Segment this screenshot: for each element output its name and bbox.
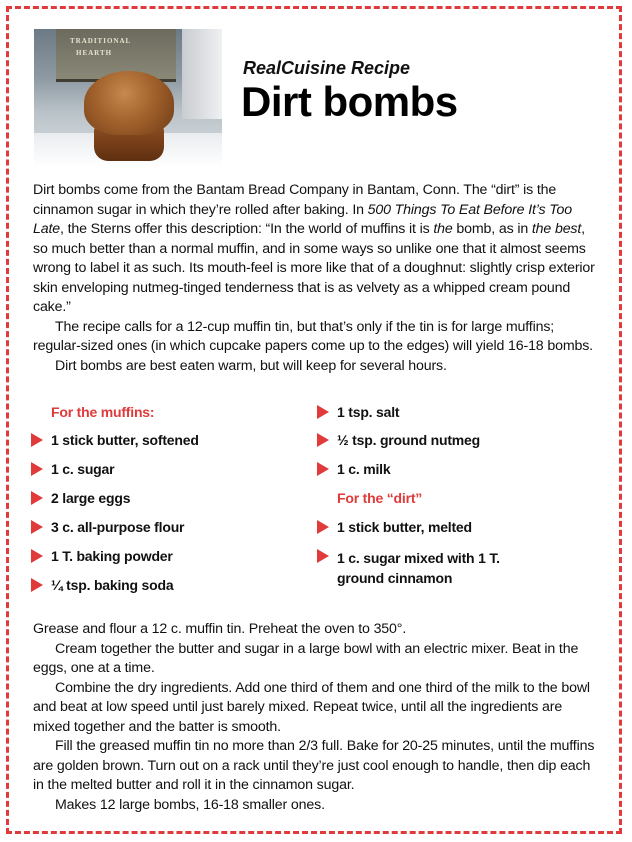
bullet-arrow-icon [317,520,329,534]
bullet-arrow-icon [31,491,43,505]
ingredient-item: 3 c. all-purpose flour [51,519,185,535]
bullet-arrow-icon [317,462,329,476]
ingredient-item: 1 stick butter, softened [51,432,199,448]
bullet-arrow-icon [31,549,43,563]
ingredient-item: 2 large eggs [51,490,131,506]
intro-text-part: bomb, as in [452,221,532,237]
recipe-kicker: RealCuisine Recipe [243,58,411,78]
muffin-photo [34,29,222,167]
intro-text-part: , the Sterns offer this description: “In the world of muffins it is [60,221,434,237]
ingredient-item: ½ tsp. ground nutmeg [337,432,480,448]
method-step: Combine the dry ingredients. Add one third of them and one third of the milk to the bowl and beat at low speed until just barely mixed. Repeat twice, until all the ingredients are mixed together and the batter is smooth. [33,679,590,735]
ingredient-item: 1 c. sugar [51,461,115,477]
intro-text-part: Dirt bombs come from the Bantam Bread Company in Bantam, Conn. The “dirt” is the cinnamon sugar in which they’re rolled after baking. In [33,182,557,218]
recipe-title: Dirt bombs [241,78,458,125]
bullet-arrow-icon [31,433,43,447]
intro-paragraph-1 [33,181,601,318]
emphasis: the [433,221,453,237]
method-step: Cream together the butter and sugar in a large bowl with an electric mixer. Beat in the eggs, one at a time. [33,640,579,676]
bullet-arrow-icon [317,433,329,447]
book-title: 500 Things To Eat Before It’s Too Late [33,201,572,237]
bullet-arrow-icon [31,520,43,534]
yield-note: Makes 12 large bombs, 16-18 smaller ones. [55,796,325,813]
sign-line-1: TRADITIONAL [70,37,132,45]
ingredient-item: ¼ tsp. baking soda [51,577,174,593]
intro-paragraph-2: The recipe calls for a 12-cup muffin tin, but that’s only if the tin is for large muffins; regular-sized ones (in which cupcake papers come up to the edges) will yield 16-18 bombs. [33,318,593,354]
bullet-arrow-icon [31,578,43,592]
method-step: Grease and flour a 12 c. muffin tin. Preheat the oven to 350°. [33,621,407,637]
bullet-arrow-icon [317,405,329,419]
method-step: Fill the greased muffin tin no more than 2/3 full. Bake for 20-25 minutes, until the muffins are golden brown. Turn out on a rack until they’re just cool enough to handle, then dip each in the melted butter and roll it in the cinnamon sugar. [33,738,595,793]
ingredient-item: 1 stick butter, melted [337,519,472,535]
intro-text-part: , so much better than a normal muffin, and in some ways so unlike one that it almost seems wrong to label it as such. Its mouth-feel is more like that of a doughnut: slightly crisp exterior skin enveloping nutmeg-tinged tenderness that is as velvety as a whipped cream pound cake.” [33,221,595,315]
muffins-heading: For the muffins: [51,404,155,420]
ingredient-item: 1 tsp. salt [337,404,400,420]
ingredient-item: 1 T. baking powder [51,548,173,564]
muffin-top [84,71,174,135]
sign-line-2: HEARTH [76,49,113,57]
ingredient-item: 1 c. sugar mixed with 1 T. ground cinnamon [337,550,500,586]
bullet-arrow-icon [31,462,43,476]
intro-text [33,181,601,376]
method-text [33,620,601,815]
intro-paragraph-3: Dirt bombs are best eaten warm, but will keep for several hours. [55,357,447,374]
emphasis: the best [531,221,582,237]
bullet-arrow-icon [317,549,329,563]
dirt-heading: For the “dirt” [337,490,423,506]
ingredient-item: 1 c. milk [337,461,391,477]
building-wall [182,29,222,119]
